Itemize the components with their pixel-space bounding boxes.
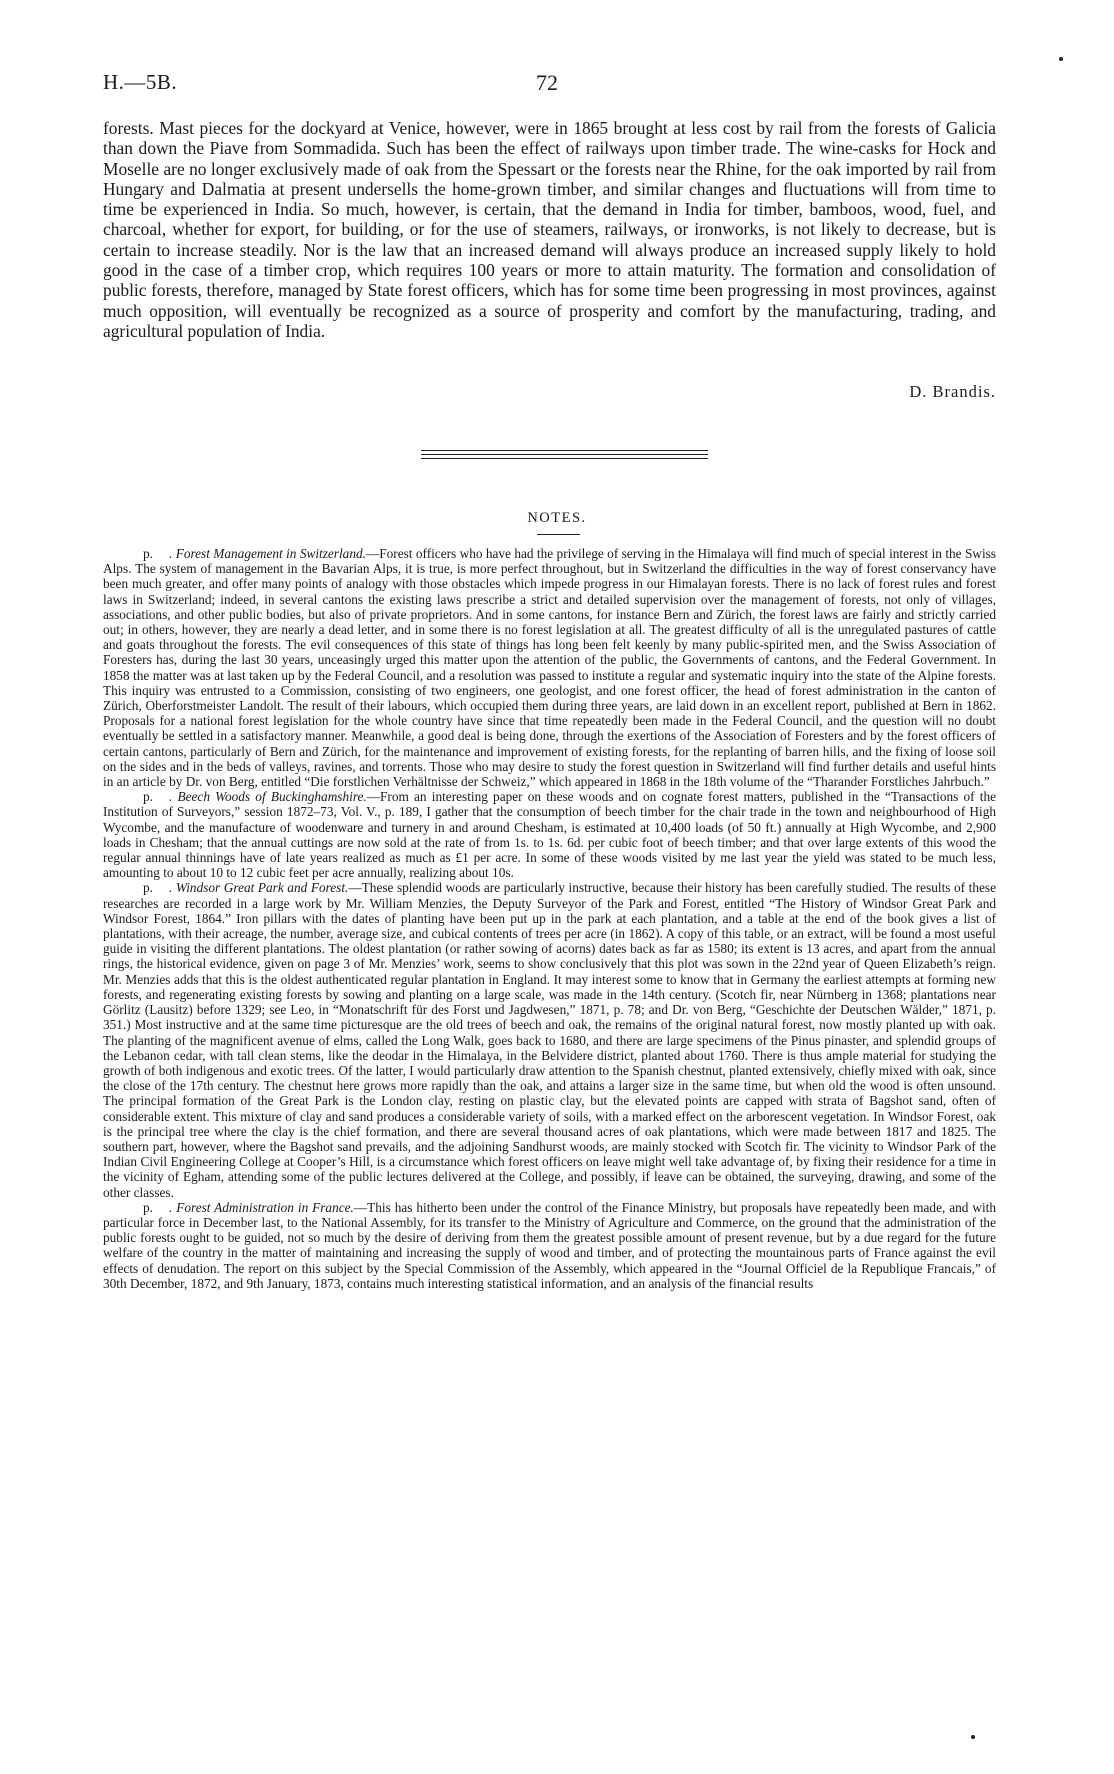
note-beech-woods-buckinghamshire: [103, 789, 996, 880]
section-divider: [421, 450, 708, 451]
note-text: —Forest officers who have had the privilege of serving in the Himalaya will find much of special interest in the Swiss Alps. The system of management in the Bavarian Alps, it is true, is more perfect throughout, but in Switzerland the difficulties in the way of forest conservancy have been much greater, and offer many points of analogy with those obstacles which impede progress in our Himalayan forests. There is no lack of forest rules and forest laws in Switzerland; indeed, in several cantons the existing laws prescribe a strict and detailed supervision over the management of forests, not only of villages, associations, and other public bodies, but also of private proprietors. And in some cantons, for instance Bern and Zürich, the forest laws are fairly and strictly carried out; in others, however, they are nearly a dead letter, and in some there is no forest legislation at all. The greatest difficulty of all is the unregulated pastures of cattle and goats throughout the forests. The evil consequences of this state of things has long been felt keenly by many public-spirited men, and the Swiss Association of Foresters has, during the last 30 years, unceasingly urged this matter upon the attention of the public, the Governments of cantons, and the Federal Government. In 1858 the matter was at last taken up by the Federal Council, and a resolution was passed to institute a regular and systematic inquiry into the state of the Alpine forests. This inquiry was entrusted to a Commission, consisting of two engineers, one geologist, and one forest officer, the head of forest administration in the canton of Zürich, Oberforstmeister Landolt. The result of their labours, which occupied them during three years, are laid down in an excellent report, published at Bern in 1862. Proposals for a national forest legislation for the whole country have since that time repeatedly been made in the Federal Council, and the question will no doubt eventually be settled in a satisfactory manner. Meanwhile, a good deal is being done, through the exertions of the Association of Foresters and by the forest officers of certain cantons, particularly of Bern and Zürich, for the maintenance and improvement of existing forests, for the replanting of barren hills, and the fixing of loose soil on the sides and in the beds of valleys, ravines, and torrents. Those who may desire to study the forest question in Switzerland will find further details and useful hints in an article by Dr. von Berg, entitled “Die forstlichen Verhältnisse der Schweiz,” which appeared in 1868 in the 18th volume of the “Tharander Forstliches Jahrbuch.”: [103, 546, 996, 790]
printer-mark: [1059, 57, 1063, 61]
printer-mark: [971, 1735, 975, 1739]
section-divider: [421, 454, 708, 455]
note-title: . Windsor Great Park and Forest.: [169, 880, 349, 896]
body-paragraph: forests. Mast pieces for the dockyard at Venice, however, were in 1865 brought at less cost by rail from the forests of Galicia than down the Piave from Sommadida. Such has been the effect of railways upon timber trade. The wine-casks for Hock and Moselle are no longer exclusively made of oak from the Spessart or the forests near the Rhine, for the oak imported by rail from Hungary and Dalmatia at present undersells the home-grown timber, and similar changes and fluctuations will from time to time be experienced in India. So much, however, is certain, that the demand in India for timber, bamboos, wood, fuel, and charcoal, whether for export, for building, or for the use of steamers, railways, or ironworks, is not likely to decrease, but is certain to increase steadily. Nor is the law that an increased demand will always produce an increased supply likely to hold good in the case of a timber crop, which requires 100 years or more to attain maturity. The formation and consolidation of public forests, therefore, managed by State forest officers, which has for some time been progressing in most provinces, against much opposition, will eventually be recognized as a source of prosperity and comfort by the manufacturing, trading, and agricultural population of India.: [103, 118, 996, 341]
section-divider: [421, 458, 708, 459]
note-windsor-great-park: [103, 880, 996, 1199]
page-header: [0, 70, 1114, 100]
note-page-ref: p.: [143, 789, 153, 805]
note-text: —These splendid woods are particularly instructive, because their history has been carefully studied. The results of these researches are recorded in a large work by Mr. William Menzies, the Deputy Surveyor of the Park and Forest, entitled “The History of Windsor Great Park and Windsor Forest, 1864.” Iron pillars with the dates of planting have been put up in the park at each plantation, and a table at the end of the book gives a list of plantations, with their acreage, the number, average size, and cubical contents of trees per acre (in 1862). A copy of this table, or an extract, will be found a most useful guide in visiting the different plantations. The oldest plantation (or rather sowing of acorns) dates back as far as 1580; its extent is 13 acres, and apart from the annual rings, the historical evidence, given on page 3 of Mr. Menzies’ work, seems to show conclusively that this plot was sown in the 22nd year of Queen Elizabeth’s reign. Mr. Menzies adds that this is the oldest authenticated regular plantation in England. It may interest some to know that in Germany the earliest attempts at forming new forests, and regenerating existing forests by sowing and planting on a large scale, was made in the 14th century. (Scotch fir, near Nürnberg in 1368; plantations near Görlitz (Lausitz) before 1329; see Leo, in “Monatschrift für des Forst und Jagdwesen,” 1871, p. 78; and Dr. von Berg, “Geschichte der Deutschen Wälder,” 1871, p. 351.) Most instructive and at the same time picturesque are the old trees of beech and oak, the remains of the original natural forest, now mostly planted up with oak. The planting of the magnificent avenue of elms, called the Long Walk, goes back to 1680, and there are large specimens of the Pinus pinaster, and splendid groups of the Lebanon cedar, with tall clean stems, like the deodar in the Himalaya, in the Belvidere district, planted about 1760. There is thus ample material for studying the growth of both indigenous and exotic trees. Of the latter, I would particularly draw attention to the Spanish chestnut, planted extensively, chiefly mixed with oak, since the close of the 17th century. The chestnut here grows more rapidly than the oak, and attains a larger size in the same time, but when old the wood is often unsound. The principal formation of the Great Park is the London clay, resting on plastic clay, but the elevated points are capped with strata of Bagshot sand, often of considerable extent. This mixture of clay and sand produces a considerable variety of soils, with a marked effect on the arborescent vegetation. In Windsor Forest, oak is the principal tree where the clay is the chief formation, and there are several thousand acres of oak plantations, which were made between 1817 and 1825. The southern part, however, where the Bagshot sand prevails, and the adjoining Sandhurst woods, are mainly stocked with Scotch fir. The vicinity to Windsor Park of the Indian Civil Engineering College at Cooper’s Hill, is a circumstance which forest officers on leave might well take advantage of, by fixing their residence for a time in the vicinity of Egham, attending some of the public lectures delivered at the College, and possibly, if leave can be obtained, the surveying, drawing, and some of the other classes.: [103, 880, 996, 1200]
note-text: —This has hitherto been under the control of the Finance Ministry, but proposals have repeatedly been made, and with particular force in December last, to the National Assembly, for its transfer to the Ministry of Agriculture and Commerce, on the ground that the administration of the public forests ought to be guided, not so much by the desire of deriving from them the greatest possible amount of present revenue, but by a due regard for the future welfare of the country in the matter of maintaining and increasing the supply of wood and timber, and of protecting the mountainous parts of France against the evil effects of denudation. The report on this subject by the Special Commission of the Assembly, which appeared in the “Journal Officiel de la Republique Francais,” of 30th December, 1872, and 9th January, 1873, contains much interesting statistical information, and an analysis of the financial results: [103, 1199, 996, 1291]
heading-rule: [537, 534, 580, 535]
notes-section: [103, 546, 996, 1291]
note-forest-administration-france: [103, 1200, 996, 1291]
note-page-ref: p.: [143, 1199, 153, 1215]
note-title: . Forest Management in Switzerland.: [169, 546, 366, 561]
note-page-ref: p.: [143, 880, 153, 896]
note-title: . Beech Woods of Buckinghamshire.: [169, 789, 367, 805]
note-title: . Forest Administration in France.: [169, 1199, 354, 1215]
note-page-ref: p.: [143, 546, 153, 561]
notes-heading: NOTES.: [527, 510, 587, 526]
author-signature: D. Brandis.: [909, 382, 996, 401]
note-forest-management-switzerland: [103, 546, 996, 789]
document-reference: H.—5B.: [103, 70, 178, 94]
note-text: —From an interesting paper on these woods and on cognate forest matters, published in the “Transactions of the Institution of Surveyors,” session 1872–73, Vol. V., p. 189, I gather that the consumption of beech timber for the chair trade in the town and neighbourhood of High Wycombe, and the manufacture of woodenware and turnery in and around Chesham, is estimated at 10,400 loads (of 50 ft.) annually at High Wycombe, and 2,900 loads in Chesham; that the annual cuttings are now sold at the rate of from 1s. to 1s. 6d. per cubic foot of beech timber; and that over large extents of this wood the regular annual thinnings have of late years realized as much as £1 per acre. In some of these woods visited by me last year the yield was stated to be much less, amounting to about 10 to 12 cubic feet per acre annually, realizing about 10s.: [103, 789, 996, 881]
page-number: 72: [536, 70, 558, 95]
